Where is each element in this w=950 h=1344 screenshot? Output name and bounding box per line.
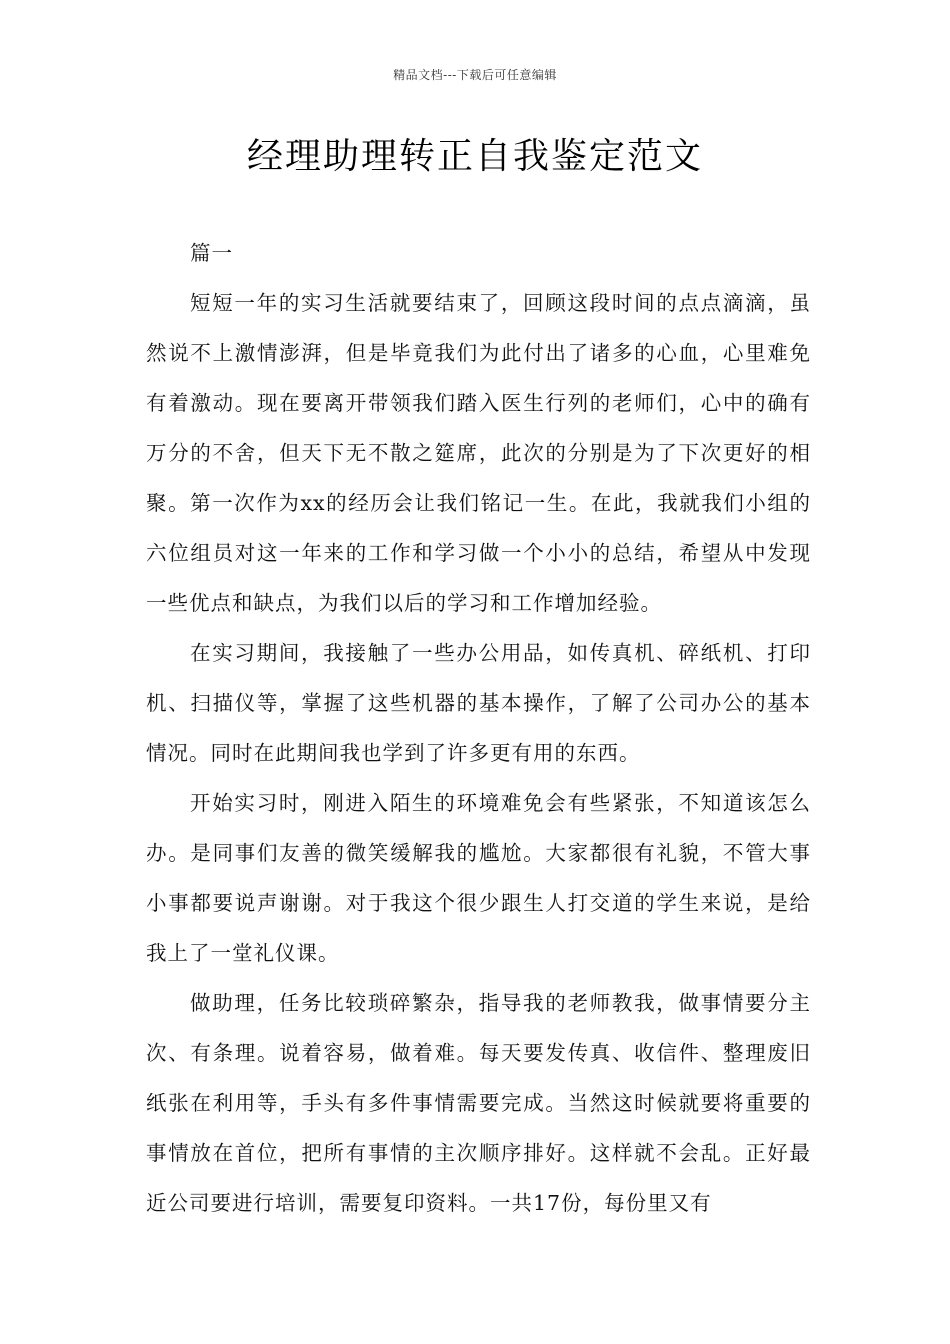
- paragraph: 开始实习时，刚进入陌生的环境难免会有些紧张，不知道该怎么办。是同事们友善的微笑缓解我的尴尬。大家都很有礼貌，不管大事小事都要说声谢谢。对于我这个很少跟生人打交道的学生来说，是给我上了一堂礼仪课。: [146, 791, 811, 965]
- section-heading: 篇一: [190, 241, 233, 265]
- paragraph: 做助理，任务比较琐碎繁杂，指导我的老师教我，做事情要分主次、有条理。说着容易，做着难。每天要发传真、收信件、整理废旧纸张在利用等，手头有多件事情需要完成。当然这时候就要将重要的事情放在首位，把所有事情的主次顺序排好。这样就不会乱。正好最近公司要进行培训，需要复印资料。一共17份，每份里又有: [146, 991, 811, 1215]
- paragraph: 在实习期间，我接触了一些办公用品，如传真机、碎纸机、打印机、扫描仪等，掌握了这些机器的基本操作，了解了公司办公的基本情况。同时在此期间我也学到了许多更有用的东西。: [146, 641, 811, 765]
- paragraph: 短短一年的实习生活就要结束了，回顾这段时间的点点滴滴，虽然说不上激情澎湃，但是毕竟我们为此付出了诸多的心血，心里难免有着激动。现在要离开带领我们踏入医生行列的老师们，心中的确有万分的不舍，但天下无不散之筵席，此次的分别是为了下次更好的相聚。第一次作为xx的经历会让我们铭记一生。在此，我就我们小组的六位组员对这一年来的工作和学习做一个小小的总结，希望从中发现一些优点和缺点，为我们以后的学习和工作增加经验。: [146, 291, 811, 615]
- document-body: [146, 228, 811, 1228]
- header-note: 精品文档---下载后可任意编辑: [393, 68, 557, 82]
- document-title: 经理助理转正自我鉴定范文: [246, 136, 703, 177]
